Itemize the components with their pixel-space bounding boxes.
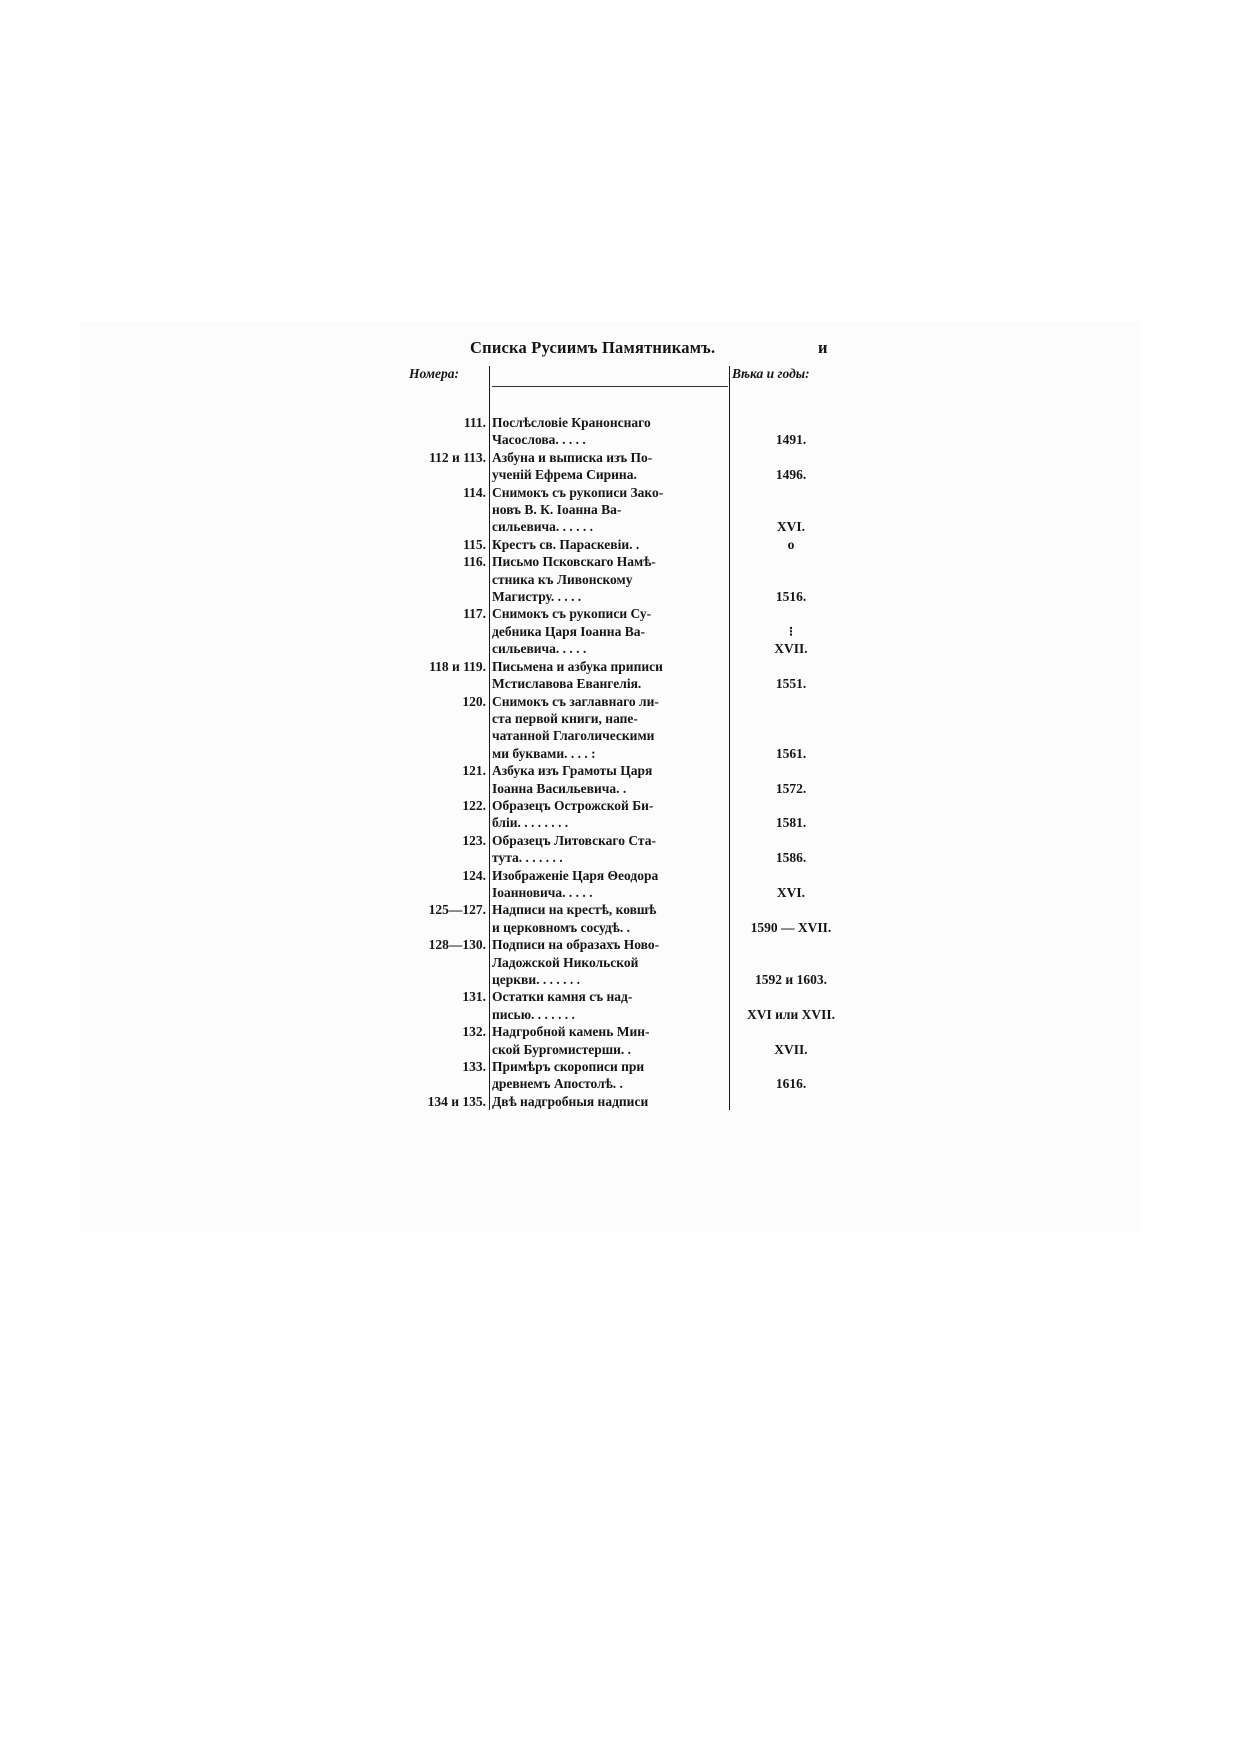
entry-year: 1516. <box>775 589 807 605</box>
entry-number: 122. <box>462 797 486 813</box>
entry-year: 1561. <box>775 745 807 761</box>
table-row <box>400 988 850 1023</box>
entry-number: 115. <box>463 536 486 552</box>
table-body <box>400 388 850 1110</box>
header-rule <box>492 386 728 387</box>
entry-description: Надгробной камень Мин- ской Бургомистерши. . <box>492 1024 650 1057</box>
entry-number: 125—127. <box>428 902 486 918</box>
table-row <box>400 832 850 867</box>
entry-number: 114. <box>463 484 486 500</box>
entry-description: Образецъ Литовскаго Ста- тута. . . . . . . <box>492 832 656 866</box>
entry-number: 131. <box>462 989 486 1005</box>
entry-number: 121. <box>462 763 486 779</box>
entry-description: Подписи на образахъ Ново- Ладожской Никольской церкви. . . . . . . <box>492 937 660 987</box>
entry-description: Изображеніе Царя Θеодора Іоанновича. . . . . <box>492 867 659 900</box>
entry-description: Снимокъ съ рукописи Зако- новъ В. К. Іоанна Ва- сильевича. . . . . . <box>492 484 664 535</box>
entry-year: 1592 и 1603. <box>755 972 827 987</box>
table-row <box>400 797 850 832</box>
entry-description: Снимокъ съ заглавнаго ли- ста первой книги, напе- чатанной Глаголическими ми буквами. . . . : <box>492 693 659 761</box>
entry-year: ⁝ XVII. <box>774 623 808 657</box>
entry-description: Двѣ надгробныя надписи <box>492 1093 649 1109</box>
table-row <box>400 553 850 605</box>
table-row <box>400 536 850 553</box>
entry-number: 111. <box>463 415 486 430</box>
entry-year: 1572. <box>775 780 807 796</box>
table-row <box>400 936 850 988</box>
entry-description: Азбука изъ Грамоты Царя Іоанна Васильевича. . <box>492 763 653 796</box>
entry-year: XVI. <box>776 519 806 535</box>
entry-number: 123. <box>462 832 486 848</box>
table-header <box>400 366 850 388</box>
entry-description: Азбуна и выписка изъ По- ученій Ефрема Сирина. <box>492 449 653 483</box>
entry-number: 118 и 119. <box>429 658 486 674</box>
table-row <box>400 901 850 936</box>
page-title: Списка Русиимъ Памятникамъ. <box>470 338 716 357</box>
table-row <box>400 449 850 484</box>
table-row <box>400 658 850 693</box>
index-table <box>400 366 850 1110</box>
entry-number: 134 и 135. <box>427 1093 486 1109</box>
table-row <box>400 484 850 536</box>
table-row <box>400 762 850 797</box>
entry-description: Надписи на крестѣ, ковшѣ и церковномъ сосудѣ. . <box>492 902 657 935</box>
entry-year: о <box>787 536 795 552</box>
entry-number: 124. <box>462 867 486 883</box>
entry-description: Крестъ св. Параскевіи. . <box>492 536 640 552</box>
entry-year: XVII. <box>774 1041 808 1057</box>
entry-description: Остатки камня съ над- писью. . . . . . . <box>492 989 633 1022</box>
entry-number: 112 и 113. <box>429 449 486 465</box>
running-head <box>400 338 850 366</box>
entry-description: Послѣсловіе Кранонснаго Часослова. . . . . <box>492 415 651 448</box>
entry-number: 128—130. <box>428 937 486 953</box>
table-row <box>400 1058 850 1093</box>
entry-year: 1590 — XVII. <box>750 919 832 935</box>
entry-year: 1551. <box>775 676 807 692</box>
page-content <box>400 338 850 1110</box>
entry-year: 1586. <box>775 850 807 866</box>
table-row <box>400 867 850 902</box>
years-column-header: Вѣка и годы: <box>732 366 810 381</box>
table-row <box>400 1093 850 1110</box>
entry-description: Снимокъ съ рукописи Су- дебника Царя Іоанна Ва- сильевича. . . . . <box>492 606 652 657</box>
entry-year: 1496. <box>775 467 807 483</box>
entry-year: 1491. <box>775 432 807 448</box>
entry-year: XVI или XVII. <box>746 1006 835 1022</box>
entry-year: 1616. <box>775 1076 807 1092</box>
table-row <box>400 1023 850 1058</box>
entry-description: Образецъ Острожской Би- бліи. . . . . . . . <box>492 797 654 831</box>
entry-year: XVI. <box>776 884 806 900</box>
entry-description: Примѣръ скорописи при древнемъ Апостолѣ. . <box>492 1059 645 1092</box>
entry-number: 132. <box>462 1024 486 1040</box>
page-number: и <box>818 338 828 357</box>
numbers-column-header: Номера: <box>409 366 459 381</box>
entry-number: 117. <box>463 606 486 622</box>
table-row <box>400 414 850 449</box>
entry-number: 116. <box>463 554 486 570</box>
entry-description: Письмо Псковскаго Намѣ- стника къ Ливонскому Магистру. . . . . <box>492 554 656 605</box>
entry-number: 133. <box>462 1059 486 1075</box>
entry-description: Письмена и азбука приписи Мстиславова Евангелія. <box>492 658 663 692</box>
entry-number: 120. <box>462 693 486 709</box>
table-row <box>400 605 850 657</box>
entry-year: 1581. <box>775 815 807 831</box>
table-row <box>400 693 850 763</box>
